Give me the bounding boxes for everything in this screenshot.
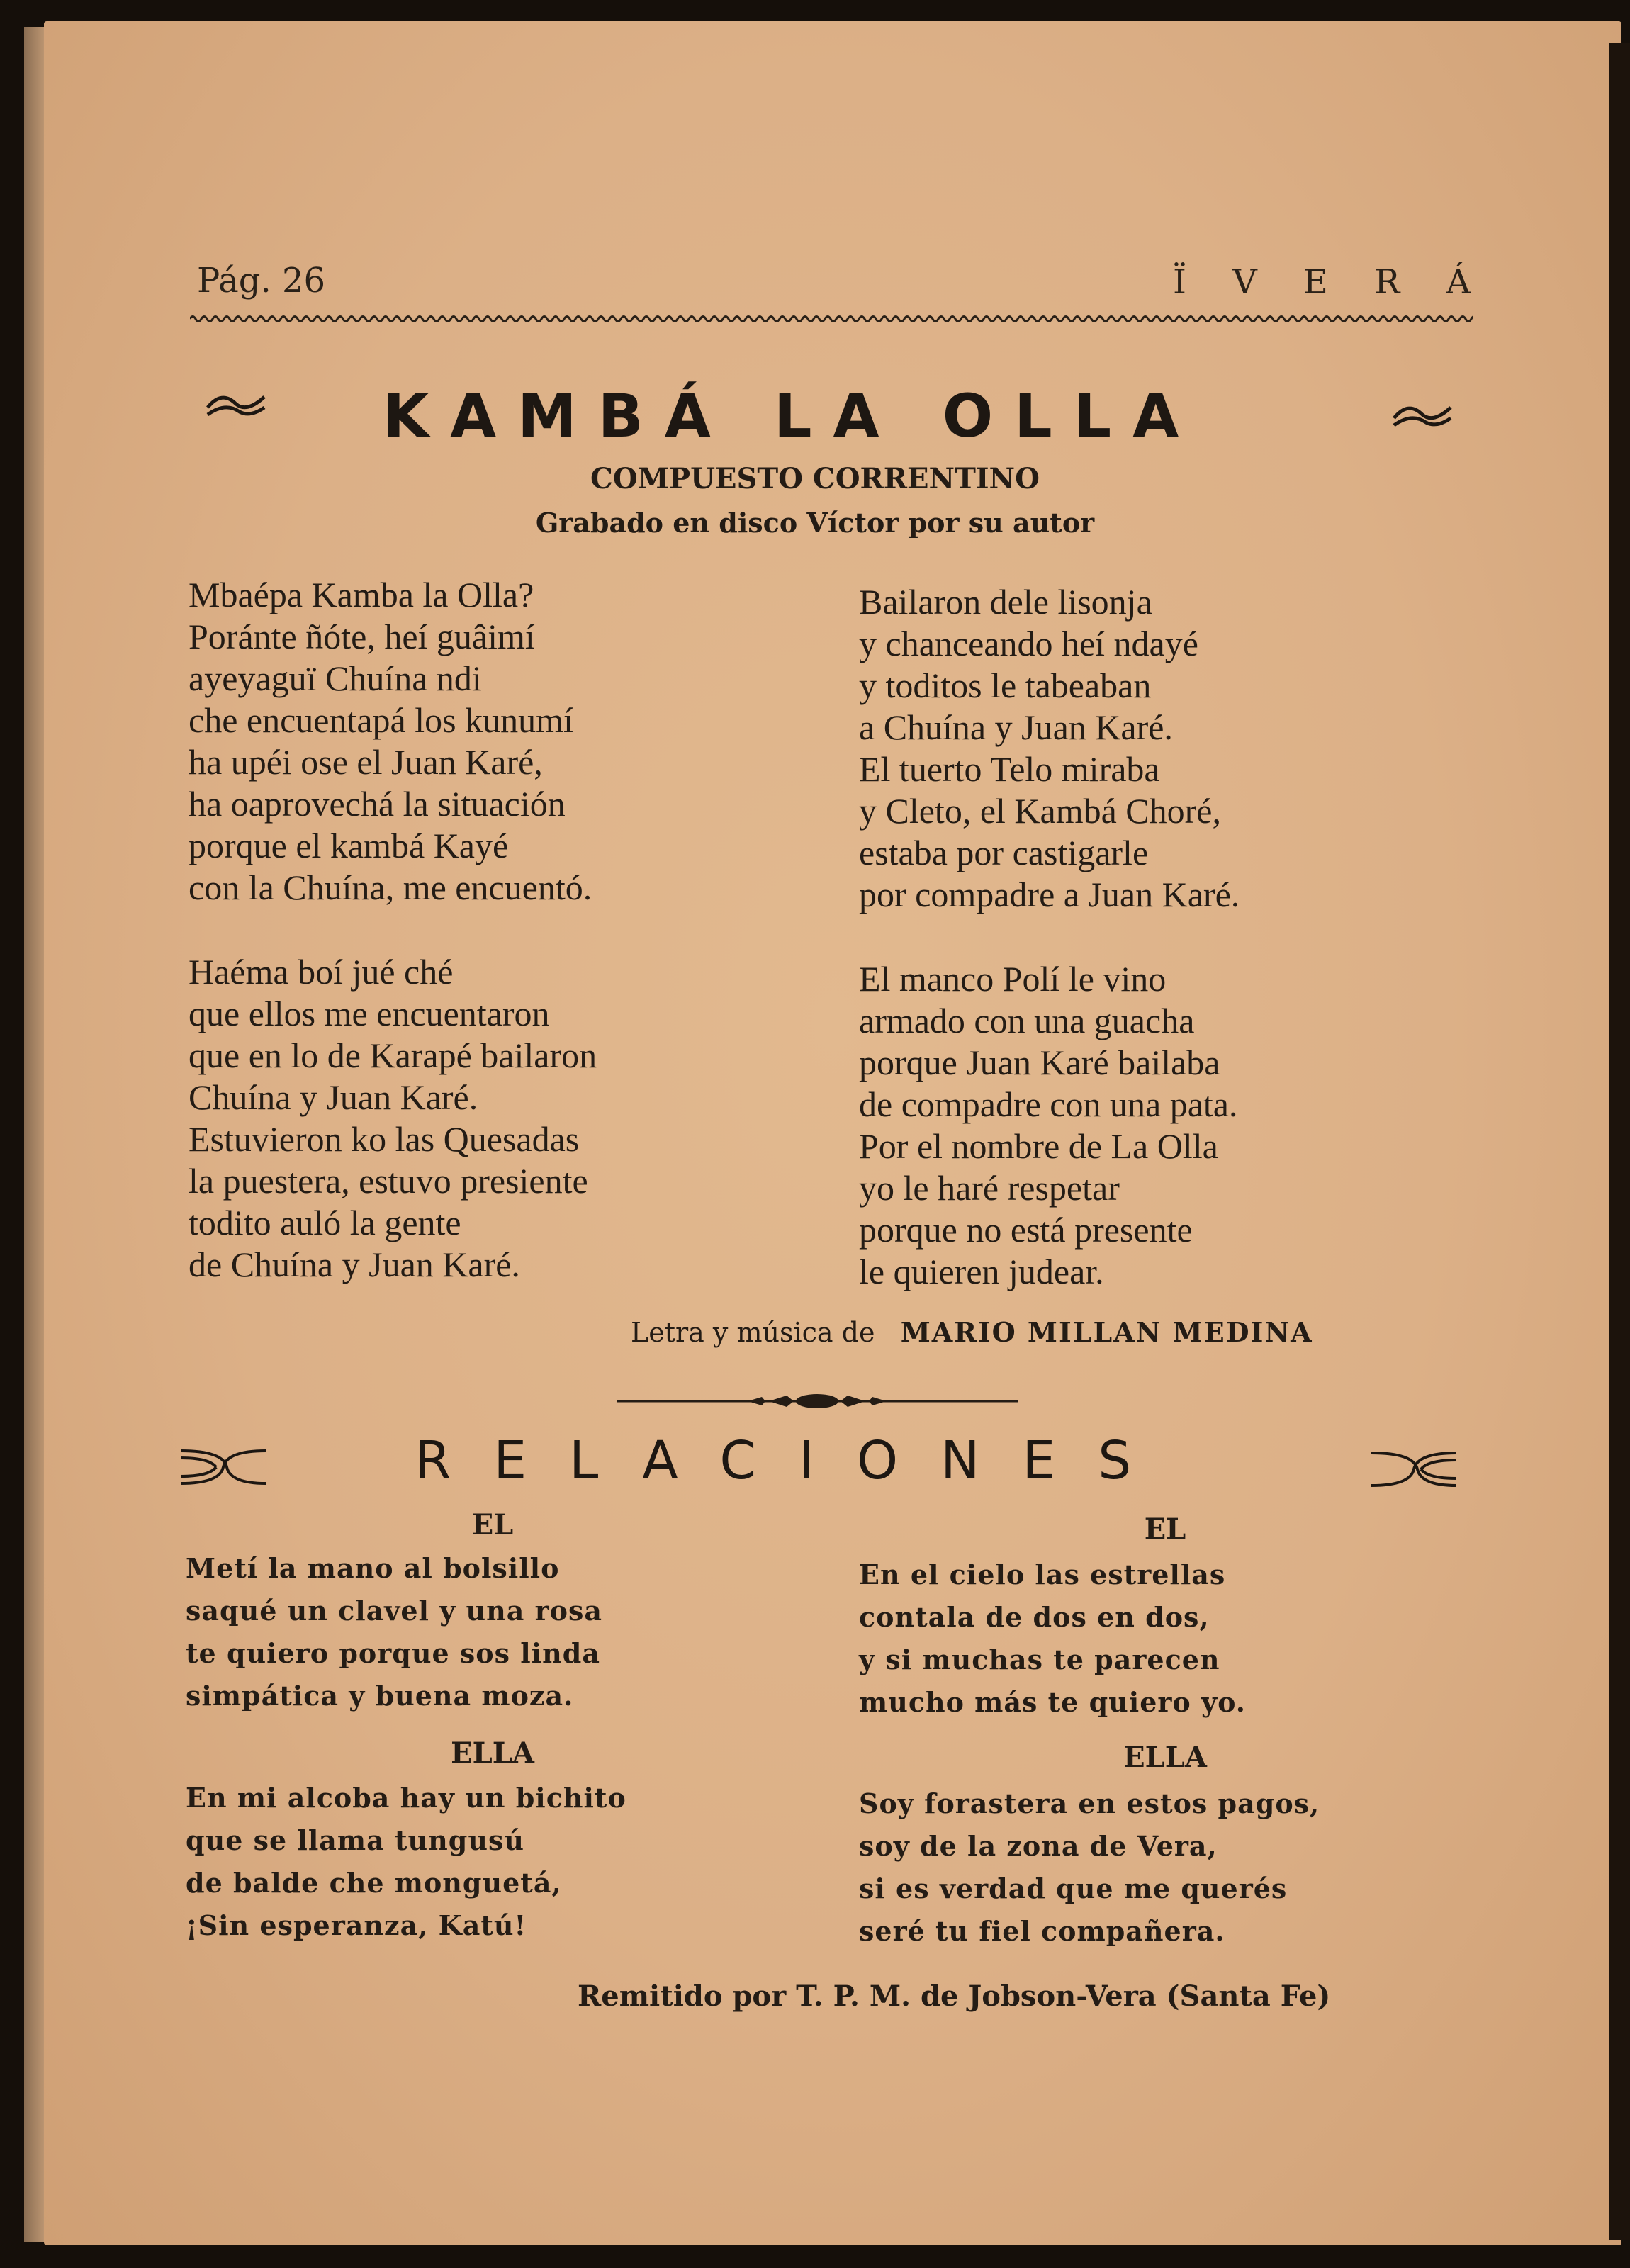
remitido-credit: Remitido por T. P. M. de Jobson-Vera (Santa Fe) (578, 1980, 1331, 2013)
verse-line: Haéma boí jué ché (189, 952, 454, 992)
verse-line: que ellos me encuentaron (189, 994, 550, 1033)
verse-line: estaba por castigarle (859, 833, 1149, 872)
verse-line: de Chuína y Juan Karé. (189, 1245, 520, 1284)
magazine-letter: Á (1446, 262, 1471, 302)
relacion-line: y si muchas te parecen (859, 1644, 1220, 1675)
ornamental-divider (617, 1389, 1018, 1413)
relacion-ella-left (186, 1777, 626, 1947)
verse-line: Mbaépa Kamba la Olla? (189, 575, 534, 614)
verse-left-2 (189, 951, 597, 1286)
song-subtitle: COMPUESTO CORRENTINO (590, 462, 1040, 495)
verse-line: armado con una guacha (859, 1001, 1195, 1040)
verse-line: Bailaron dele lisonja (859, 582, 1152, 622)
relacion-line: En el cielo las estrellas (859, 1559, 1226, 1590)
verse-line: El manco Polí le vino (859, 959, 1167, 999)
relacion-line: mucho más te quiero yo. (859, 1686, 1246, 1718)
relacion-line: contala de dos en dos, (859, 1601, 1210, 1633)
crossed-lines-ornament-icon (1368, 1444, 1460, 1494)
verse-line: porque no está presente (859, 1210, 1193, 1250)
verse-line: le quieren judear. (859, 1252, 1104, 1291)
verse-line: porque Juan Karé bailaba (859, 1043, 1220, 1082)
verse-line: Chuína y Juan Karé. (189, 1077, 478, 1117)
verse-line: de compadre con una pata. (859, 1084, 1238, 1124)
wave-ornament-icon (204, 386, 268, 422)
speaker-label-ella: ELLA (451, 1736, 534, 1770)
relacion-line: simpática y buena moza. (186, 1680, 574, 1712)
speaker-label-el: EL (1144, 1512, 1186, 1546)
magazine-letter: V (1232, 262, 1257, 302)
verse-line: ha oaprovechá la situación (189, 784, 566, 824)
wave-ornament-icon (1390, 397, 1454, 432)
verse-line: Por el nombre de La Olla (859, 1126, 1218, 1166)
wavy-rule (190, 312, 1473, 326)
verse-right-2 (859, 958, 1237, 1293)
verse-line: yo le haré respetar (859, 1168, 1120, 1208)
relacion-el-left (186, 1547, 602, 1717)
relacion-line: Soy forastera en estos pagos, (859, 1787, 1320, 1819)
crossed-lines-ornament-icon (177, 1442, 269, 1492)
relacion-line: de balde che monguetá, (186, 1867, 562, 1899)
relacion-line: soy de la zona de Vera, (859, 1830, 1218, 1862)
credit-prefix: Letra y música de (631, 1317, 875, 1348)
relacion-line: seré tu fiel compañera. (859, 1915, 1225, 1947)
relacion-line: En mi alcoba hay un bichito (186, 1782, 626, 1814)
verse-line: ha upéi ose el Juan Karé, (189, 742, 543, 782)
magazine-letter: R (1374, 262, 1400, 302)
verse-line: por compadre a Juan Karé. (859, 875, 1240, 914)
relacion-line: te quiero porque sos linda (186, 1637, 600, 1669)
relaciones-title: RELACIONES (415, 1430, 1174, 1491)
page-number: Pág. 26 (197, 261, 326, 301)
verse-line: ayeyaguï Chuína ndi (189, 658, 482, 698)
magazine-letter: Ï (1173, 262, 1186, 302)
verse-line: El tuerto Telo miraba (859, 749, 1160, 789)
relacion-line: saqué un clavel y una rosa (186, 1595, 603, 1627)
verse-line: todito auló la gente (189, 1203, 461, 1242)
relacion-el-right (859, 1554, 1246, 1724)
relacion-line: si es verdad que me querés (859, 1873, 1288, 1904)
verse-line: y Cleto, el Kambá Choré, (859, 791, 1221, 831)
verse-line: que en lo de Karapé bailaron (189, 1035, 597, 1075)
verse-line: che encuentapá los kunumí (189, 700, 573, 740)
speaker-label-ella: ELLA (1123, 1741, 1207, 1774)
verse-line: con la Chuína, me encuentó. (189, 868, 592, 907)
credit-author: MARIO MILLAN MEDINA (900, 1316, 1313, 1348)
song-title: KAMBÁ LA OLLA (383, 381, 1201, 451)
verse-line: porque el kambá Kayé (189, 826, 509, 865)
verse-line: a Chuína y Juan Karé. (859, 707, 1173, 747)
song-credit (631, 1316, 1313, 1348)
relacion-line: ¡Sin esperanza, Katú! (186, 1909, 527, 1941)
song-recording-note: Grabado en disco Víctor por su autor (535, 507, 1095, 539)
verse-line: y toditos le tabeaban (859, 666, 1152, 705)
page-edge-shadow (1609, 43, 1630, 2240)
verse-right-1 (859, 581, 1240, 916)
relacion-line: Metí la mano al bolsillo (186, 1552, 560, 1584)
verse-line: Poránte ñóte, heí guâimí (189, 617, 535, 656)
relacion-ella-right (859, 1783, 1320, 1953)
verse-left-1 (189, 574, 592, 909)
speaker-label-el: EL (471, 1508, 514, 1542)
verse-line: y chanceando heí ndayé (859, 624, 1198, 663)
magazine-title (1173, 262, 1471, 302)
verse-line: Estuvieron ko las Quesadas (189, 1119, 580, 1159)
verse-line: la puestera, estuvo presiente (189, 1161, 588, 1201)
magazine-letter: E (1303, 262, 1328, 302)
relacion-line: que se llama tungusú (186, 1824, 524, 1856)
